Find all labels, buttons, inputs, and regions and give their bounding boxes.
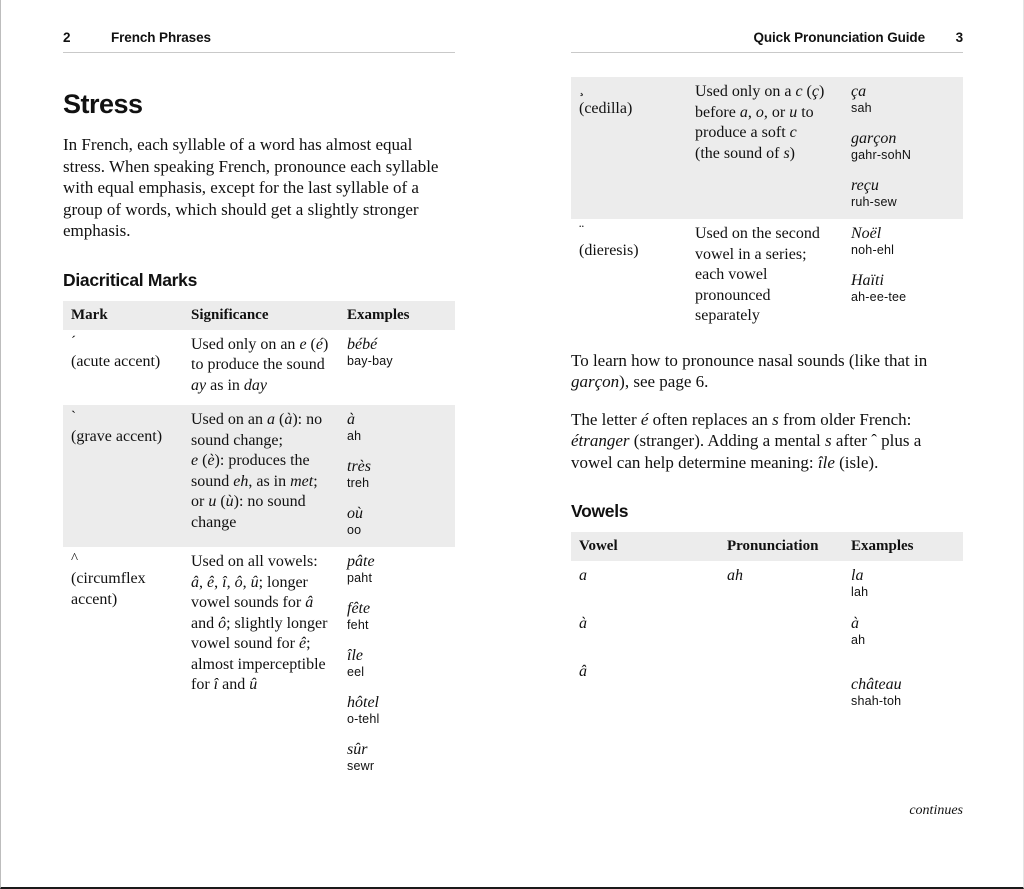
cell-vowel: à (571, 609, 719, 657)
example-word: île (347, 647, 363, 664)
left-page (1, 0, 513, 887)
cell-mark (63, 405, 183, 547)
table-row (63, 547, 455, 783)
column-header-pronunciation: Pronunciation (719, 532, 843, 561)
example-word: à (347, 411, 355, 428)
example-pronunciation: o-tehl (347, 712, 380, 726)
diacritical-marks-table (63, 301, 455, 784)
cell-significance: Used only on a c (ç) before a, o, or u to produce a soft c (the sound of s) (687, 77, 843, 219)
cell-examples (339, 405, 455, 547)
example-pronunciation: oo (347, 523, 362, 537)
example-pronunciation: shah-toh (851, 694, 902, 708)
dieresis-glyph: ¨ (579, 223, 584, 239)
stress-paragraph: In French, each syllable of a word has almost equal stress. When speaking French, pronounce each syllable with equal emphasis, except for the last syllable of a group of words, which should get a slightly stronger emphasis. (63, 135, 439, 240)
example-pronunciation: gahr-sohN (851, 148, 912, 162)
example-pronunciation: ah (851, 633, 866, 647)
column-header-examples: Examples (339, 301, 455, 330)
two-page-spread (1, 0, 1023, 887)
mark-name: (acute accent) (71, 352, 161, 370)
table-row (571, 609, 963, 657)
example-entry (851, 614, 957, 648)
example-entry (347, 504, 449, 538)
cell-examples (843, 609, 963, 657)
example-word: Noël (851, 225, 882, 242)
example-entry (851, 224, 957, 258)
cell-mark (571, 77, 687, 219)
cell-significance: Used on the second vowel in a series; each vowel pronounced separately (687, 219, 843, 336)
table-row (571, 657, 963, 718)
example-word: où (347, 505, 363, 522)
example-entry (347, 335, 449, 369)
example-pronunciation: feht (347, 618, 369, 632)
section-heading-stress: Stress (63, 89, 143, 119)
table-row (571, 77, 963, 219)
example-word: château (851, 676, 902, 693)
column-header-mark: Mark (63, 301, 183, 330)
example-pronunciation: lah (851, 585, 869, 599)
example-spacer (851, 662, 957, 675)
cell-examples (843, 77, 963, 219)
example-entry (347, 552, 449, 586)
cell-pronunciation (719, 609, 843, 657)
cell-pronunciation (719, 657, 843, 718)
example-pronunciation: ah (347, 429, 362, 443)
example-entry (347, 740, 449, 774)
example-entry (851, 675, 957, 709)
cell-examples (843, 657, 963, 718)
example-word: ça (851, 83, 867, 100)
table-header-row (63, 301, 455, 330)
example-pronunciation: ruh-sew (851, 195, 897, 209)
example-word: bébé (347, 335, 378, 353)
page-number-right: 3 (955, 30, 963, 45)
example-pronunciation: sewr (347, 759, 375, 773)
example-entry (851, 129, 957, 163)
example-entry (347, 646, 449, 680)
example-entry (347, 410, 449, 444)
example-word: Haïti (851, 272, 884, 289)
example-pronunciation: ah-ee-tee (851, 290, 907, 304)
example-word: à (851, 615, 859, 632)
table-row (571, 219, 963, 336)
diacritical-marks-table-continued (571, 77, 963, 336)
cell-examples (339, 330, 455, 406)
cell-examples (339, 547, 455, 783)
running-head-title-left: French Phrases (111, 30, 211, 45)
example-pronunciation: paht (347, 571, 373, 585)
mark-name: (dieresis) (579, 242, 639, 259)
example-word: fête (347, 600, 371, 617)
cell-examples (843, 561, 963, 609)
cedilla-glyph: ¸ (579, 81, 584, 97)
table-header-row (571, 532, 963, 561)
column-header-vowel: Vowel (571, 532, 719, 561)
cell-pronunciation: ah (719, 561, 843, 609)
cell-mark (63, 330, 183, 406)
page-number-left: 2 (63, 30, 71, 45)
example-word: la (851, 567, 864, 584)
mark-name: (grave accent) (71, 428, 163, 445)
example-pronunciation: bay-bay (347, 353, 393, 368)
example-entry (851, 176, 957, 210)
mark-name: (circumflex accent) (71, 570, 146, 608)
example-entry (851, 271, 957, 305)
cell-mark (571, 219, 687, 336)
example-entry (851, 82, 957, 116)
vowels-table (571, 532, 963, 718)
example-entry (347, 693, 449, 727)
table-row (571, 561, 963, 609)
example-pronunciation: eel (347, 665, 365, 679)
column-header-examples: Examples (843, 532, 963, 561)
example-word: reçu (851, 177, 879, 194)
example-pronunciation: sah (851, 101, 872, 115)
example-entry (347, 457, 449, 491)
paragraph-nasal-sounds: To learn how to pronounce nasal sounds (like that in garçon), see page 6. (571, 350, 928, 391)
cell-vowel: a (571, 561, 719, 609)
cell-examples (843, 219, 963, 336)
paragraph-letter-e: The letter é often replaces an s from older French: étranger (stranger). Adding a mental s after ˆ plus a vowel can help determine meaning: île (isle). (571, 409, 922, 472)
cell-significance: Used on an a (à): no sound change; e (è): produces the sound eh, as in met; or u (ù): no sound change (183, 405, 339, 547)
circumflex-accent-glyph: ^ (71, 551, 79, 567)
grave-accent-glyph: ` (71, 409, 76, 425)
example-entry (347, 599, 449, 633)
table-row (63, 405, 455, 547)
column-header-significance: Significance (183, 301, 339, 330)
right-page (513, 0, 1024, 887)
example-word: pâte (347, 553, 375, 570)
example-word: garçon (851, 130, 897, 147)
running-head-right (571, 30, 963, 53)
example-word: sûr (347, 741, 368, 758)
cell-mark (63, 547, 183, 783)
cell-significance: Used only on an e (é) to produce the sound ay as in day (183, 330, 339, 406)
subsection-heading-vowels: Vowels (571, 501, 629, 521)
running-head-left (63, 30, 455, 53)
mark-name: (cedilla) (579, 100, 633, 117)
example-word: hôtel (347, 694, 379, 711)
example-pronunciation: treh (347, 476, 370, 490)
subsection-heading-diacritical-marks: Diacritical Marks (63, 269, 198, 290)
table-row (63, 330, 455, 406)
example-entry (851, 566, 957, 600)
cell-vowel: â (571, 657, 719, 718)
example-pronunciation: noh-ehl (851, 243, 895, 257)
example-word: très (347, 458, 371, 475)
running-head-title-right: Quick Pronunciation Guide (753, 30, 925, 45)
acute-accent-glyph: ´ (71, 333, 76, 350)
cell-significance: Used on all vowels: â, ê, î, ô, û; longer vowel sounds for â and ô; slightly longer vowel sound for ê; almost imperceptible for î and û (183, 547, 339, 783)
continues-note: continues (909, 803, 963, 818)
